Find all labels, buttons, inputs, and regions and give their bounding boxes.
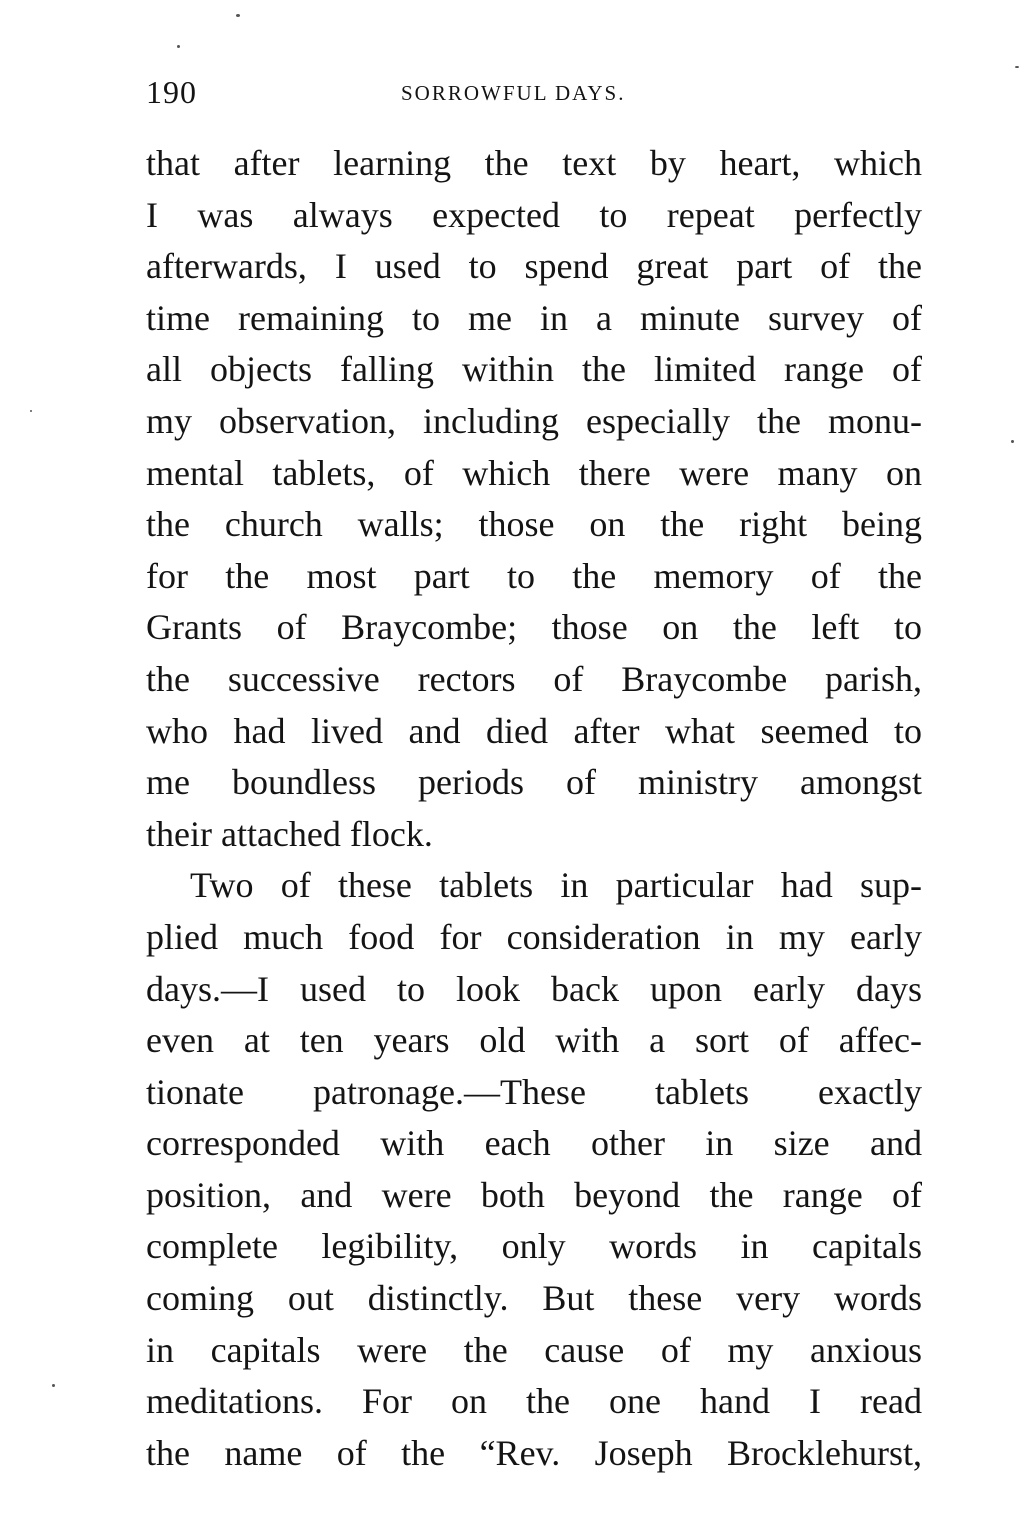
text-line: my observation, including especially the monu-	[146, 400, 922, 441]
text-line: plied much food for consideration in my early	[146, 916, 922, 957]
scan-speck	[177, 45, 180, 48]
text-line: all objects falling within the limited range of	[146, 349, 922, 390]
text-line: days.—I used to look back upon early days	[146, 968, 922, 1009]
scan-speck	[30, 410, 32, 412]
running-title: SORROWFUL DAYS.	[401, 81, 626, 105]
text-line: mental tablets, of which there were many on	[146, 452, 922, 493]
text-line: complete legibility, only words in capitals	[146, 1226, 922, 1267]
text-line: me boundless periods of ministry amongst	[146, 762, 922, 803]
text-line: in capitals were the cause of my anxious	[146, 1329, 922, 1370]
text-line: that after learning the text by heart, which	[146, 143, 922, 183]
text-line: tionate patronage.—These tablets exactly	[146, 1071, 922, 1112]
paragraph-end-line: their attached flock.	[146, 813, 433, 854]
body-text	[146, 138, 922, 1479]
paragraph-start-line: Two of these tablets in particular had sup-	[190, 865, 922, 906]
text-line: position, and were both beyond the range of	[146, 1174, 922, 1215]
scan-speck	[1015, 66, 1019, 68]
text-line: afterwards, I used to spend great part of the	[146, 246, 922, 287]
text-line: time remaining to me in a minute survey of	[146, 297, 922, 338]
scan-speck	[52, 1384, 55, 1387]
text-line: I was always expected to repeat perfectly	[146, 194, 922, 235]
text-line: meditations. For on the one hand I read	[146, 1381, 922, 1422]
running-head	[146, 72, 922, 112]
text-line: corresponded with each other in size and	[146, 1123, 922, 1164]
scan-speck	[1011, 440, 1014, 443]
text-line: even at ten years old with a sort of affec-	[146, 1020, 922, 1061]
text-line: the name of the “Rev. Joseph Brocklehurst,	[146, 1432, 922, 1473]
text-line: coming out distinctly. But these very words	[146, 1278, 922, 1319]
text-line: Grants of Braycombe; those on the left to	[146, 607, 922, 648]
page-number: 190	[146, 74, 197, 110]
text-line: the successive rectors of Braycombe parish,	[146, 658, 922, 699]
text-line: the church walls; those on the right being	[146, 504, 922, 545]
scan-speck	[236, 14, 240, 17]
text-line: for the most part to the memory of the	[146, 555, 922, 596]
text-line: who had lived and died after what seemed to	[146, 710, 922, 751]
